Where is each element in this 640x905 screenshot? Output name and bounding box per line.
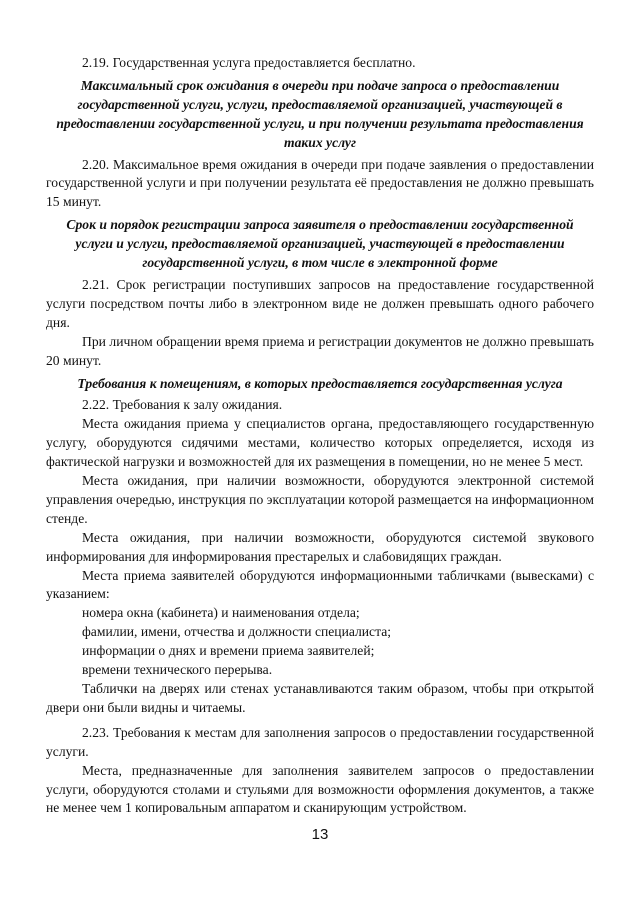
heading-premises: Требования к помещениям, в которых предоставляется государственная услуга (77, 375, 563, 391)
paragraph-personal-visit: При личном обращении время приема и регистрации документов не должно превышать 20 минут. (46, 333, 594, 368)
paragraph-wait-places: Места ожидания приема у специалистов органа, предоставляющего государственную услугу, оборудуются сидячими местами, количество которых определяется, исходя из фактической нагрузки и возможностей для их размещения в помещении, но не менее 5 мест. (46, 416, 594, 470)
paragraph-2-21: 2.21. Срок регистрации поступивших запросов на предоставление государственной услуги посредством почты либо в электронном виде не должен превышать одного рабочего дня. (46, 276, 594, 330)
heading-registration: Срок и порядок регистрации запроса заявителя о предоставлении государственной услуги и услуги, предоставляемой организацией, участвующей в предоставлении государственной услуги, в том числе в электронной форме (66, 217, 574, 271)
list-item: фамилии, имени, отчества и должности специалиста; (82, 624, 392, 640)
document-page (46, 54, 594, 818)
list-item: информации о днях и времени приема заявителей; (82, 643, 375, 659)
paragraph-2-23: 2.23. Требования к местам для заполнения запросов о предоставлении государственной услуги. (46, 724, 594, 759)
list-item: номера окна (кабинета) и наименования отдела; (82, 605, 360, 621)
paragraph-sound-system: Места ожидания, при наличии возможности, оборудуются системой звукового информирования для информирования престарелых и слабовидящих граждан. (46, 529, 594, 564)
heading-max-wait: Максимальный срок ожидания в очереди при подаче запроса о предоставлении государственной услуги, услуги, предоставляемой организацией, участвующей в предоставлении государственной услуги, и при получении результата предоставления таких услуг (56, 77, 584, 150)
paragraph-2-20: 2.20. Максимальное время ожидания в очереди при подаче заявления о предоставлении государственной услуги и при получении результата её предоставления не должно превышать 15 минут. (46, 156, 594, 210)
paragraph-fill-places: Места, предназначенные для заполнения заявителем запросов о предоставлении услуги, оборудуются столами и стульями для возможности оформления документов, а также не менее чем 1 копировальным аппаратом и сканирующим устройством. (46, 762, 594, 816)
paragraph-electronic-queue: Места ожидания, при наличии возможности, оборудуются электронной системой управления очередью, инструкция по эксплуатации которой размещается на информационном стенде. (46, 473, 594, 526)
paragraph-2-19: 2.19. Государственная услуга предоставляется бесплатно. (82, 55, 416, 70)
page-number: 13 (311, 826, 329, 843)
paragraph-plates: Таблички на дверях или стенах устанавливаются таким образом, чтобы при открытой двери они были видны и читаемы. (46, 681, 594, 715)
paragraph-2-22: 2.22. Требования к залу ожидания. (82, 397, 283, 413)
list-item: времени технического перерыва. (82, 662, 273, 678)
paragraph-reception-places: Места приема заявителей оборудуются информационными табличками (вывесками) с указанием: (46, 567, 594, 602)
